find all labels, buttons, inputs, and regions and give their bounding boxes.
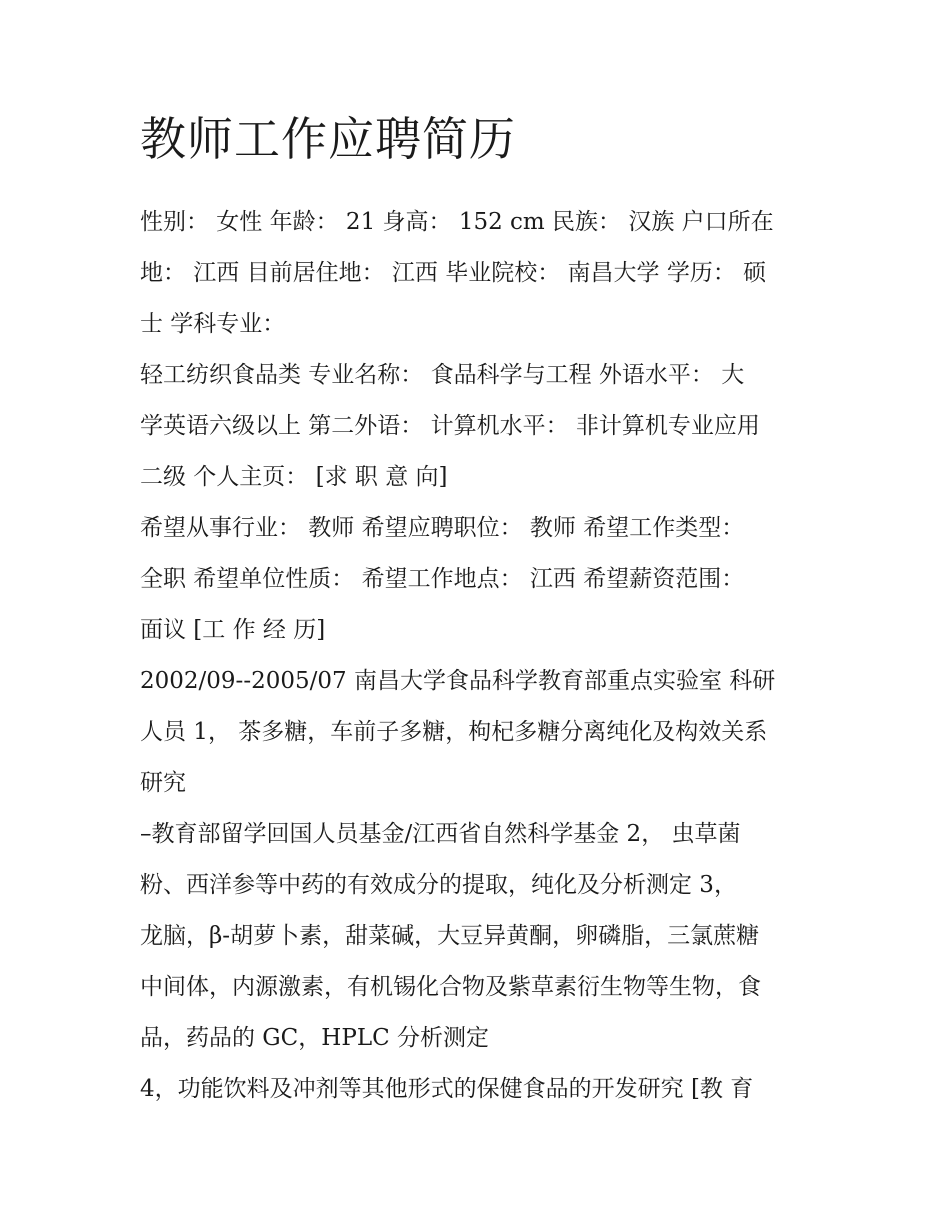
text-line: 中间体，内源激素，有机锡化合物及紫草素衍生物等生物，食 bbox=[140, 974, 761, 1000]
text-line: 研究 bbox=[140, 770, 186, 796]
text-line: 品，药品的 GC，HPLC 分析测定 bbox=[140, 1025, 489, 1051]
text-line: 学英语六级以上 第二外语： 计算机水平： 非计算机专业应用 bbox=[140, 413, 760, 439]
text-line: 轻工纺织食品类 专业名称： 食品科学与工程 外语水平： 大 bbox=[140, 362, 745, 388]
text-line: 性别： 女性 年龄： 21 身高： 152 cm 民族： 汉族 户口所在 bbox=[140, 209, 774, 235]
text-line: 2002/09--2005/07 南昌大学食品科学教育部重点实验室 科研 bbox=[140, 668, 776, 694]
text-line: 全职 希望单位性质： 希望工作地点： 江西 希望薪资范围： bbox=[140, 566, 745, 592]
text-line: –教育部留学回国人员基金/江西省自然科学基金 2， 虫草菌 bbox=[140, 821, 741, 847]
page-title: 教师工作应聘简历 bbox=[140, 112, 516, 166]
text-line: 粉、西洋参等中药的有效成分的提取，纯化及分析测定 3， bbox=[140, 872, 737, 898]
text-line: 二级 个人主页： [求 职 意 向] bbox=[140, 464, 448, 490]
text-line: 地： 江西 目前居住地： 江西 毕业院校： 南昌大学 学历： 硕 bbox=[140, 260, 767, 286]
text-line: 面议 [工 作 经 历] bbox=[140, 617, 326, 643]
text-line: 希望从事行业： 教师 希望应聘职位： 教师 希望工作类型： bbox=[140, 515, 745, 541]
text-line: 人员 1， 茶多糖，车前子多糖，枸杞多糖分离纯化及构效关系 bbox=[140, 719, 768, 745]
resume-body bbox=[140, 197, 820, 1115]
text-line: 龙脑，β-胡萝卜素，甜菜碱，大豆异黄酮，卵磷脂，三氯蔗糖 bbox=[140, 923, 760, 949]
text-line: 士 学科专业： bbox=[140, 311, 286, 337]
text-line: 4，功能饮料及冲剂等其他形式的保健食品的开发研究 [教 育 bbox=[140, 1076, 754, 1102]
